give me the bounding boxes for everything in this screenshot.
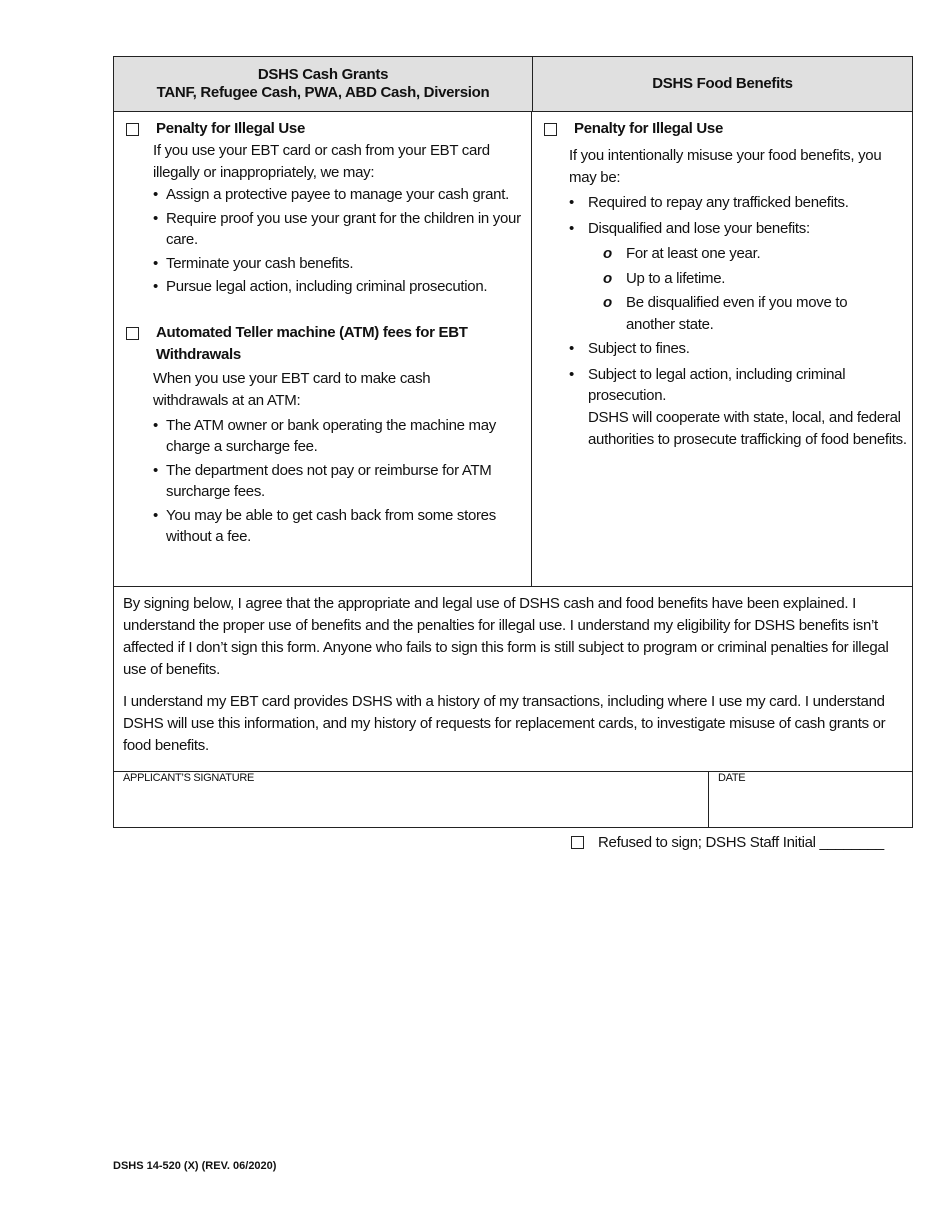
statement-paragraph: I understand my EBT card provides DSHS with a history of my transactions, including where I use my card. I understand DSHS will use this information, and my history of requests for replacement cards, to investigate misuse of cash grants or food benefits. bbox=[123, 693, 886, 754]
cash-grants-subtitle: TANF, Refugee Cash, PWA, ABD Cash, Diversion bbox=[156, 84, 490, 101]
signature-row bbox=[114, 771, 912, 827]
sub-list-item: o For at least one year. bbox=[569, 243, 912, 265]
applicant-signature-field[interactable] bbox=[114, 772, 709, 827]
food-column bbox=[532, 112, 912, 586]
list-item: • Required to repay any trafficked benefits. bbox=[569, 192, 912, 214]
statement-paragraph: By signing below, I agree that the appropriate and legal use of DSHS cash and food benefits have been explained. I understand the proper use of benefits and the penalties for illegal use. I understand my eligibility for DSHS benefits isn’t affected if I don’t sign this form. Anyone who fails to sign this form is still subject to program or criminal penalties for illegal use of benefits. bbox=[123, 595, 889, 678]
food-penalty-checkbox[interactable] bbox=[544, 123, 557, 136]
food-penalty-title: Penalty for Illegal Use bbox=[574, 120, 723, 137]
refused-to-sign bbox=[571, 834, 884, 851]
list-item: • You may be able to get cash back from some stores without a fee. bbox=[153, 505, 531, 548]
food-benefits-header bbox=[533, 57, 912, 111]
list-item: • Subject to legal action, including criminal prosecution. bbox=[569, 364, 888, 407]
refused-checkbox[interactable] bbox=[571, 836, 584, 849]
cash-penalty-intro: If you use your EBT card or cash from your EBT card illegally or inappropriately, we may: bbox=[153, 142, 490, 181]
list-item: • Assign a protective payee to manage your cash grant. bbox=[153, 184, 531, 206]
table-header bbox=[114, 57, 912, 112]
form-number: DSHS 14-520 (X) (REV. 06/2020) bbox=[113, 1160, 277, 1172]
cash-penalty-checkbox[interactable] bbox=[126, 123, 139, 136]
sub-list-item: o Up to a lifetime. bbox=[569, 268, 912, 290]
cash-penalty-title: Penalty for Illegal Use bbox=[156, 120, 305, 137]
refused-label: Refused to sign; DSHS Staff Initial ________ bbox=[598, 834, 884, 851]
applicant-signature-label: APPLICANT’S SIGNATURE bbox=[123, 772, 255, 784]
list-item: • Pursue legal action, including criminal prosecution. bbox=[153, 276, 531, 298]
list-item: • The department does not pay or reimburse for ATM surcharge fees. bbox=[153, 460, 531, 503]
benefits-table bbox=[113, 56, 913, 828]
cash-column bbox=[114, 112, 532, 586]
list-item: • The ATM owner or bank operating the machine may charge a surcharge fee. bbox=[153, 415, 531, 458]
list-item: • Require proof you use your grant for the children in your care. bbox=[153, 208, 531, 251]
atm-fees-checkbox[interactable] bbox=[126, 327, 139, 340]
date-label: DATE bbox=[718, 772, 746, 784]
cash-grants-header bbox=[114, 57, 533, 111]
table-body bbox=[114, 112, 912, 587]
food-intro: If you intentionally misuse your food benefits, you may be: bbox=[569, 147, 882, 186]
agreement-statement bbox=[114, 587, 912, 771]
atm-fees-title: Automated Teller machine (ATM) fees for EBT Withdrawals bbox=[156, 323, 468, 363]
atm-intro: When you use your EBT card to make cash withdrawals at an ATM: bbox=[153, 369, 431, 409]
sub-list-item: o Be disqualified even if you move to another state. bbox=[569, 292, 876, 335]
date-field[interactable] bbox=[709, 772, 912, 827]
list-item: • Terminate your cash benefits. bbox=[153, 253, 531, 275]
food-benefits-title: DSHS Food Benefits bbox=[652, 75, 793, 92]
cooperate-note: DSHS will cooperate with state, local, and federal authorities to prosecute trafficking of food benefits. bbox=[588, 408, 907, 448]
list-item: • Subject to fines. bbox=[569, 338, 912, 360]
cash-grants-title: DSHS Cash Grants bbox=[257, 66, 389, 83]
list-item: • Disqualified and lose your benefits: bbox=[569, 218, 912, 240]
